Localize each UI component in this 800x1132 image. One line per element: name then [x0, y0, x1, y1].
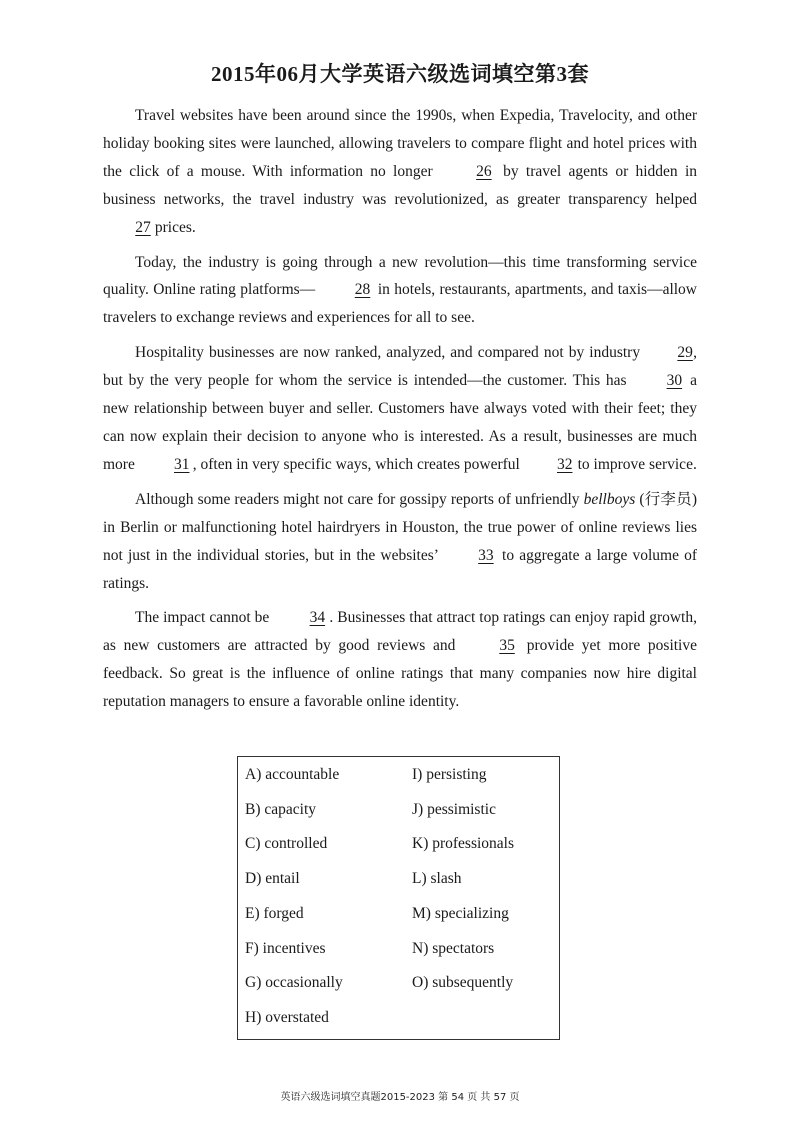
paragraph-text: prices. — [151, 218, 196, 236]
paragraph-text: Today, the industry is going through a new revolution—this time transforming service quality. Online rating platforms— — [103, 253, 697, 299]
blank-28: 28 — [354, 281, 371, 299]
page-footer: 英语六级选词填空真题2015-2023 第 54 页 共 57 页 — [280, 1092, 520, 1103]
blank-35: 35 — [499, 637, 515, 655]
paragraph-text: to aggregate a large volume of ratings. — [103, 546, 697, 592]
word-bank-box — [237, 756, 560, 1040]
paragraph-text: Hospitality businesses are now ranked, analyzed, and compared not by industry — [135, 344, 646, 362]
paragraph-1 — [103, 102, 697, 242]
option-l: L) slash — [412, 870, 462, 887]
option-a: A) accountable — [245, 766, 340, 783]
option-c: C) controlled — [245, 835, 328, 852]
paragraph-4 — [103, 486, 697, 598]
paragraph-text: to improve service. — [573, 455, 697, 473]
blank-30: 30 — [666, 372, 683, 390]
blank-29: 29 — [677, 344, 693, 362]
option-b: B) capacity — [245, 801, 317, 818]
option-k: K) professionals — [412, 835, 515, 852]
option-g: G) occasionally — [245, 974, 343, 991]
option-d: D) entail — [245, 870, 300, 887]
option-o: O) subsequently — [412, 974, 514, 991]
paragraph-text: a new relationship between buyer and seller. Customers have always voted with their feet; they can now explain their decision to anyone who is interested. As a result, businesses are much more — [103, 372, 697, 473]
paragraph-text: Although some readers might not care for gossipy reports of unfriendly — [135, 490, 584, 508]
paragraph-text: , often in very specific ways, which creates powerful — [192, 455, 524, 473]
paragraph-text: , but by the very people for whom the service is intended—the customer. This has — [103, 344, 697, 390]
option-m: M) specializing — [412, 905, 509, 922]
blank-27: 27 — [135, 218, 151, 236]
paragraph-text: The impact cannot be — [135, 609, 274, 627]
paragraph-3 — [103, 339, 697, 479]
paragraph-text: (行李员) in Berlin or malfunctioning hotel hairdryers in Houston, the true power of online reviews lies not just in the individual stories, but in the websites’ — [103, 490, 697, 564]
italic-term: bellboys — [583, 490, 636, 508]
blank-32: 32 — [556, 455, 573, 473]
blank-33: 33 — [478, 546, 494, 564]
paragraph-text: in hotels, restaurants, apartments, and taxis—allow travelers to exchange reviews and experiences for all to see. — [103, 281, 698, 327]
blank-26: 26 — [476, 162, 492, 180]
option-f: F) incentives — [245, 940, 326, 957]
option-j: J) pessimistic — [412, 801, 496, 818]
blank-31: 31 — [173, 455, 190, 473]
paragraph-text: . Businesses that attract top ratings can enjoy rapid growth, as new customers are attracted by good reviews and — [103, 609, 697, 655]
paragraph-5 — [103, 604, 697, 716]
paragraph-text: by travel agents or hidden in business networks, the travel industry was revolutionized, as greater transparency helped — [103, 162, 697, 208]
blank-34: 34 — [309, 609, 326, 627]
option-h: H) overstated — [245, 1009, 329, 1026]
paragraph-2 — [103, 249, 697, 333]
option-e: E) forged — [245, 905, 304, 922]
option-i: I) persisting — [412, 766, 487, 783]
passage — [103, 102, 697, 723]
option-n: N) spectators — [412, 940, 495, 957]
paragraph-text: provide yet more positive feedback. So great is the influence of online ratings that many companies now hire digital reputation managers to ensure a favorable online identity. — [103, 637, 697, 711]
page-title: 2015年06月大学英语六级选词填空第3套 — [211, 62, 589, 86]
paragraph-text: Travel websites have been around since the 1990s, when Expedia, Travelocity, and other holiday booking sites were launched, allowing travelers to compare flight and hotel prices with the click of a mouse. With information no longer — [103, 107, 697, 180]
